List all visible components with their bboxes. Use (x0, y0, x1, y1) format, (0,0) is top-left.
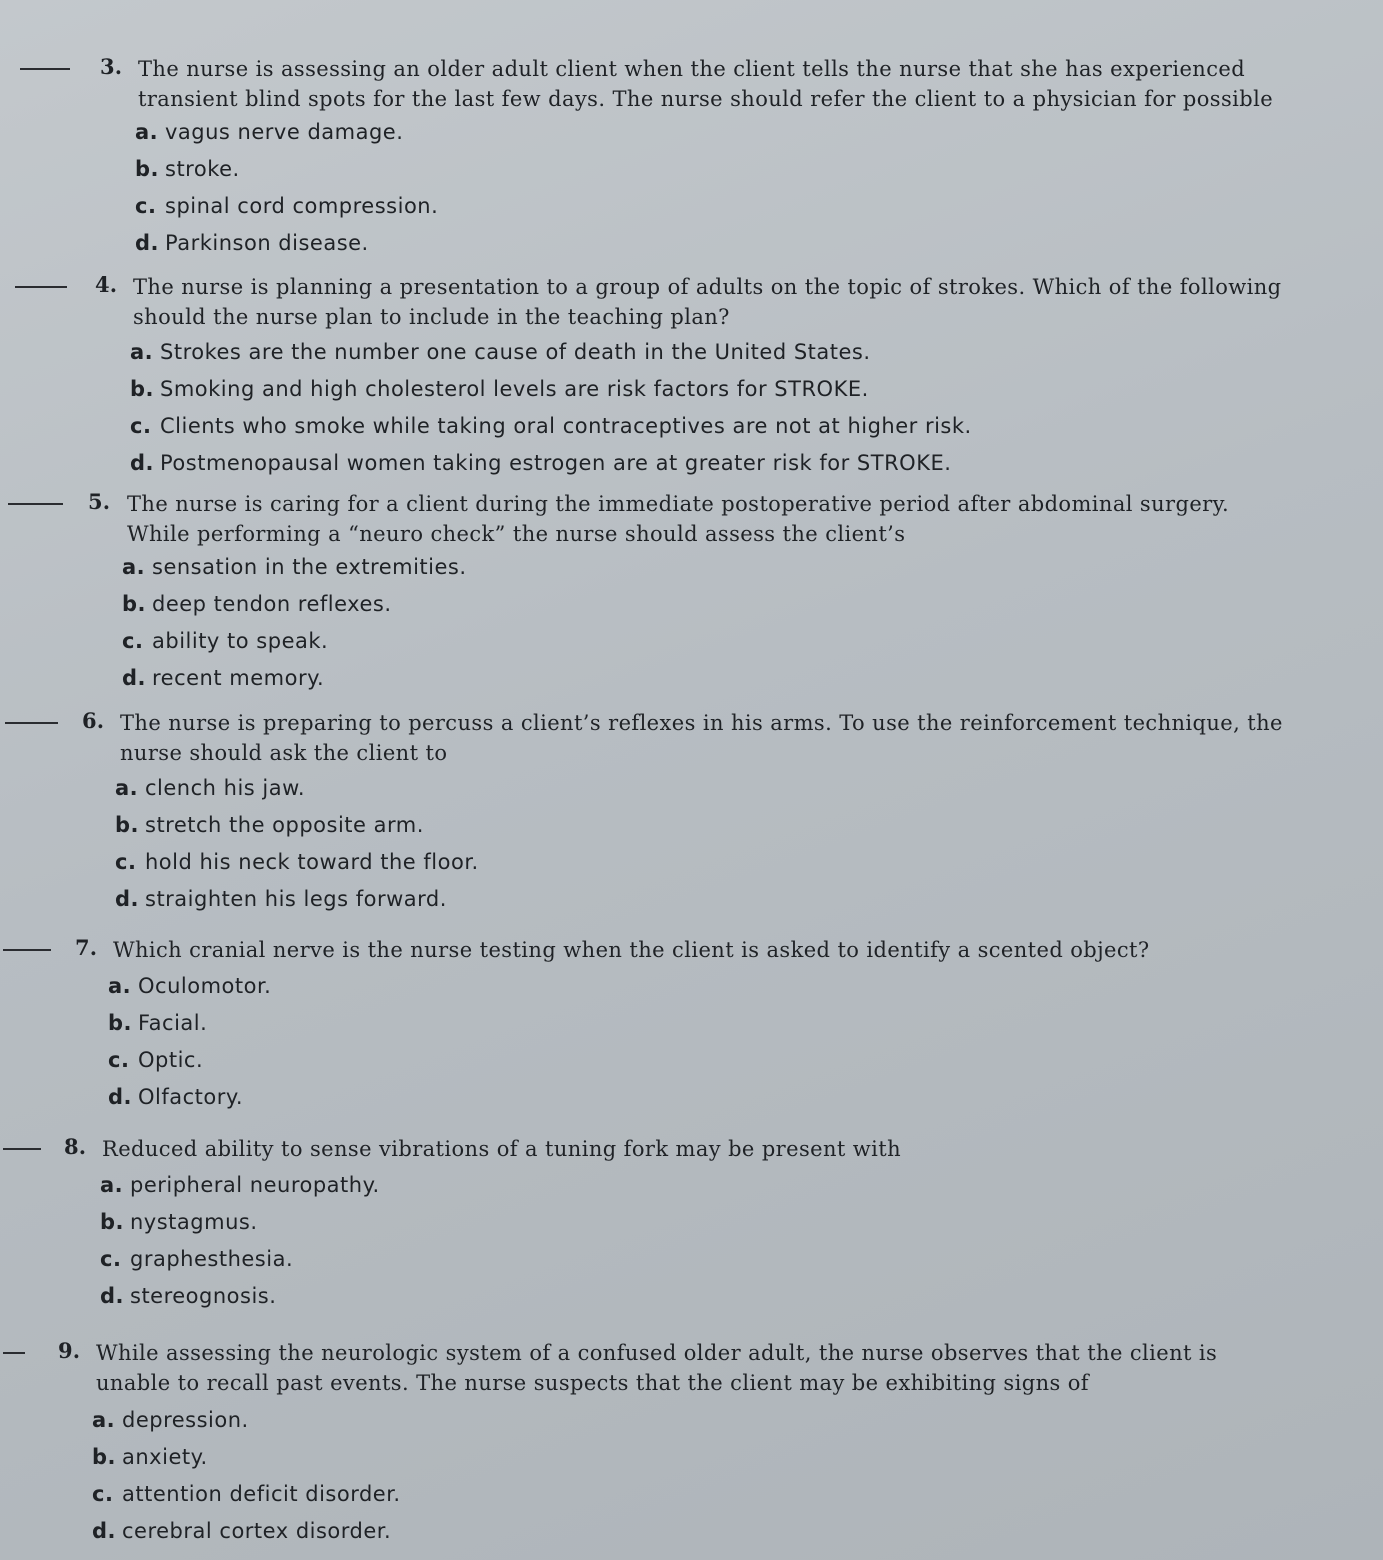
option-list (100, 1167, 380, 1315)
option-text: Smoking and high cholesterol levels are risk factors for STROKE. (160, 377, 869, 401)
option-a[interactable] (108, 968, 271, 1005)
option-text: cerebral cortex disorder. (122, 1519, 392, 1543)
option-d[interactable] (130, 445, 972, 482)
option-letter: c. (135, 194, 157, 218)
option-text: peripheral neuropathy. (130, 1173, 380, 1197)
option-letter: c. (108, 1048, 130, 1072)
option-b[interactable] (100, 1204, 380, 1241)
option-c[interactable] (108, 1042, 271, 1079)
option-letter: a. (135, 120, 159, 144)
option-c[interactable] (130, 408, 972, 445)
option-c[interactable] (122, 623, 467, 660)
option-a[interactable] (115, 770, 479, 807)
option-letter: d. (92, 1519, 117, 1543)
option-list (122, 549, 467, 697)
option-d[interactable] (100, 1278, 380, 1315)
option-text: vagus nerve damage. (165, 120, 404, 144)
option-text: stretch the opposite arm. (145, 813, 424, 837)
answer-blank[interactable] (3, 1148, 41, 1150)
question-stem: The nurse is assessing an older adult client when the client tells the nurse that she has experienced transient blind spots for the last few days. The nurse should refer the client to a physician for possible (138, 57, 1274, 111)
option-letter: d. (135, 231, 160, 255)
option-text: Clients who smoke while taking oral contraceptives are not at higher risk. (160, 414, 972, 438)
option-d[interactable] (92, 1513, 401, 1550)
option-letter: d. (108, 1085, 133, 1109)
option-text: deep tendon reflexes. (152, 592, 392, 616)
option-c[interactable] (115, 844, 479, 881)
option-letter: a. (92, 1408, 116, 1432)
question-number: 3. (100, 54, 123, 79)
option-text: attention deficit disorder. (122, 1482, 401, 1506)
option-letter: d. (115, 887, 140, 911)
option-d[interactable] (122, 660, 467, 697)
option-letter: b. (135, 157, 160, 181)
option-list (92, 1402, 401, 1550)
option-letter: b. (115, 813, 140, 837)
option-text: Parkinson disease. (165, 231, 369, 255)
question-stem: While assessing the neurologic system of a confused older adult, the nurse observes that the client is unable to recall past events. The nurse suspects that the client may be exhibiting signs of (96, 1341, 1218, 1395)
answer-blank[interactable] (3, 949, 51, 951)
option-letter: a. (130, 340, 154, 364)
option-list (130, 334, 972, 482)
question-number: 4. (95, 272, 118, 297)
question-stem: The nurse is planning a presentation to a group of adults on the topic of strokes. Which of the following should the nurse plan to include in the teaching plan? (133, 275, 1282, 329)
answer-blank[interactable] (8, 503, 63, 505)
option-text: stroke. (165, 157, 240, 181)
option-text: hold his neck toward the floor. (145, 850, 479, 874)
question-number: 9. (58, 1338, 81, 1363)
option-a[interactable] (92, 1402, 401, 1439)
question-number: 7. (75, 935, 98, 960)
option-text: sensation in the extremities. (152, 555, 467, 579)
question-number: 5. (88, 489, 111, 514)
option-text: Optic. (138, 1048, 204, 1072)
option-text: depression. (122, 1408, 249, 1432)
option-letter: a. (122, 555, 146, 579)
option-b[interactable] (135, 151, 438, 188)
option-d[interactable] (135, 225, 438, 262)
question-number: 8. (64, 1134, 87, 1159)
option-letter: a. (100, 1173, 124, 1197)
option-b[interactable] (122, 586, 467, 623)
option-c[interactable] (100, 1241, 380, 1278)
option-text: Olfactory. (138, 1085, 243, 1109)
option-letter: a. (115, 776, 139, 800)
option-text: recent memory. (152, 666, 325, 690)
question-number: 6. (82, 708, 105, 733)
option-d[interactable] (115, 881, 479, 918)
option-text: clench his jaw. (145, 776, 306, 800)
option-a[interactable] (100, 1167, 380, 1204)
option-a[interactable] (135, 114, 438, 151)
option-letter: b. (108, 1011, 133, 1035)
option-list (135, 114, 438, 262)
option-letter: d. (100, 1284, 125, 1308)
answer-blank[interactable] (5, 722, 58, 724)
option-text: graphesthesia. (130, 1247, 294, 1271)
option-text: Facial. (138, 1011, 208, 1035)
option-text: anxiety. (122, 1445, 208, 1469)
option-b[interactable] (92, 1439, 401, 1476)
answer-blank[interactable] (20, 68, 70, 70)
option-letter: a. (108, 974, 132, 998)
answer-blank[interactable] (15, 286, 67, 288)
option-text: nystagmus. (130, 1210, 258, 1234)
option-text: Postmenopausal women taking estrogen are at greater risk for STROKE. (160, 451, 952, 475)
option-letter: d. (122, 666, 147, 690)
option-text: straighten his legs forward. (145, 887, 447, 911)
option-b[interactable] (115, 807, 479, 844)
option-letter: c. (130, 414, 152, 438)
option-text: stereognosis. (130, 1284, 277, 1308)
option-list (115, 770, 479, 918)
option-letter: d. (130, 451, 155, 475)
option-letter: c. (100, 1247, 122, 1271)
option-a[interactable] (130, 334, 972, 371)
option-text: spinal cord compression. (165, 194, 439, 218)
option-b[interactable] (108, 1005, 271, 1042)
option-d[interactable] (108, 1079, 271, 1116)
question-stem: The nurse is preparing to percuss a client’s reflexes in his arms. To use the reinforcement technique, the nurse should ask the client to (120, 711, 1283, 765)
option-text: ability to speak. (152, 629, 329, 653)
question-stem: Reduced ability to sense vibrations of a tuning fork may be present with (102, 1137, 902, 1161)
option-letter: c. (115, 850, 137, 874)
option-text: Strokes are the number one cause of death in the United States. (160, 340, 871, 364)
option-c[interactable] (135, 188, 438, 225)
question-stem: The nurse is caring for a client during the immediate postoperative period after abdominal surgery. While performing a “neuro check” the nurse should assess the client’s (127, 492, 1230, 546)
option-a[interactable] (122, 549, 467, 586)
option-letter: b. (122, 592, 147, 616)
option-b[interactable] (130, 371, 972, 408)
option-letter: b. (100, 1210, 125, 1234)
option-letter: b. (92, 1445, 117, 1469)
option-letter: c. (92, 1482, 114, 1506)
question-stem: Which cranial nerve is the nurse testing when the client is asked to identify a scented object? (113, 938, 1150, 962)
option-text: Oculomotor. (138, 974, 272, 998)
answer-blank[interactable] (3, 1352, 25, 1354)
option-c[interactable] (92, 1476, 401, 1513)
option-letter: b. (130, 377, 155, 401)
option-list (108, 968, 271, 1116)
option-letter: c. (122, 629, 144, 653)
